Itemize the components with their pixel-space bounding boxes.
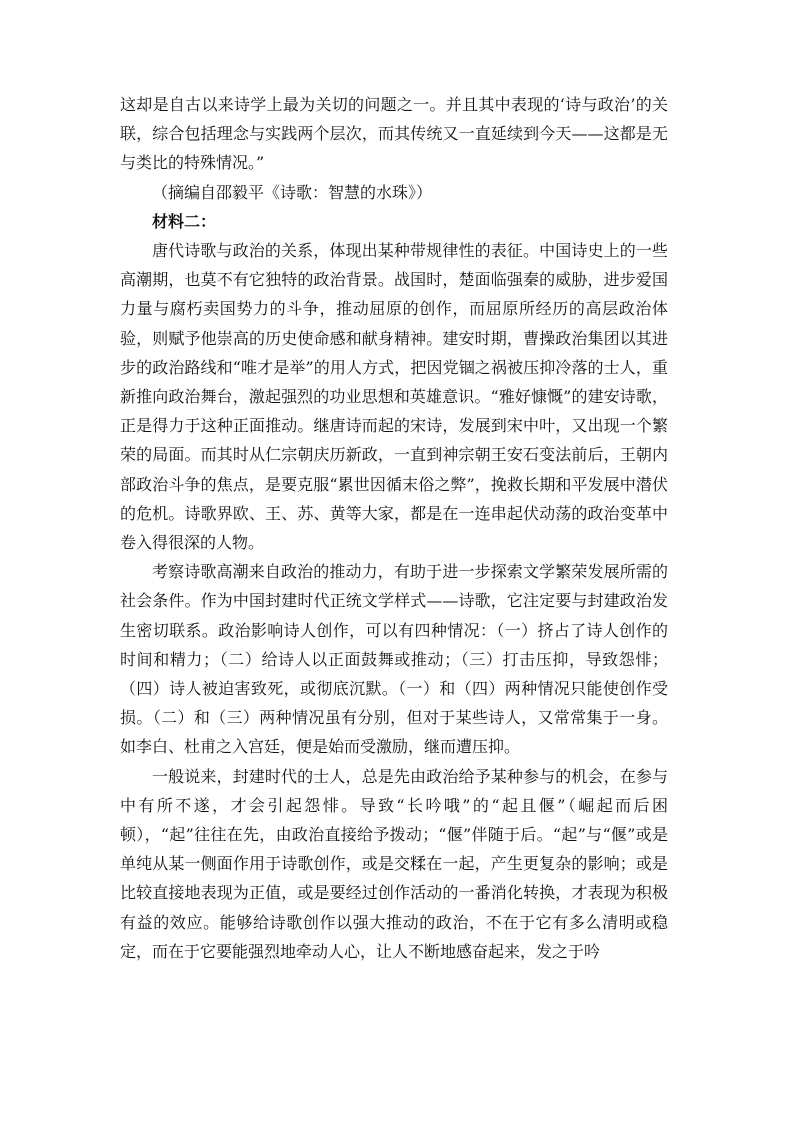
paragraph-poetry-climax-conditions: 考察诗歌高潮来自政治的推动力，有助于进一步探索文学繁荣发展所需的社会条件。作为中国封建时代正统文学样式——诗歌，它注定要与封建政治发生密切联系。政治影响诗人创作，可以有四种情况：（一）挤占了诗人创作的时间和精力；（二）给诗人以正面鼓舞或推动；（三）打击压抑，导致怨悱；（四）诗人被迫害致死，或彻底沉默。（一）和（四）两种情况只能使创作受损。（二）和（三）两种情况虽有分别，但对于某些诗人，又常常集于一身。如李白、杜甫之入宫廷，便是始而受激励，继而遭压抑。 <box>120 562 668 757</box>
paragraph-tang-poetry-politics: 唐代诗歌与政治的关系，体现出某种带规律性的表征。中国诗史上的一些高潮期，也莫不有它独特的政治背景。战国时，楚面临强秦的威胁，进步爱国力量与腐朽卖国势力的斗争，推动屈原的创作，而屈原所经历的高层政治体验，则赋予他崇高的历史使命感和献身精神。建安时期，曹操政治集团以其进步的政治路线和“唯才是举”的用人方式，把因党锢之祸被压抑冷落的士人，重新推向政治舞台，激起强烈的功业思想和英雄意识。“雅好慷慨”的建安诗歌，正是得力于这种正面推动。继唐诗而起的宋诗，发展到宋中叶，又出现一个繁荣的局面。而其时从仁宗朝庆历新政，一直到神宗朝王安石变法前后，王朝内部政治斗争的焦点，是要克服“累世因循末俗之弊”，挽救长期和平发展中潜伏的危机。诗歌界欧、王、苏、黄等大家，都是在一连串起伏动荡的政治变革中卷入得很深的人物。 <box>120 241 668 553</box>
citation-source: （摘编自邵毅平《诗歌：智慧的水珠》） <box>152 182 433 202</box>
document-body <box>120 90 668 966</box>
paragraph-feudal-scholars: 一般说来，封建时代的士人，总是先由政治给予某种参与的机会，在参与中有所不遂，才会引起怨悱。导致“长吟哦”的“起且偃”（崛起而后困顿），“起”往往在先，由政治直接给予拨动；“偃”伴随于后。“起”与“偃”或是单纯从某一侧面作用于诗歌创作，或是交糅在一起，产生更复杂的影响；或是比较直接地表现为正值，或是要经过创作活动的一番消化转换，才表现为积极有益的效应。能够给诗歌创作以强大推动的政治，不在于它有多么清明或稳定，而在于它要能强烈地牵动人心，让人不断地感奋起来，发之于吟 <box>120 766 668 961</box>
paragraph-continuation: 这却是自古以来诗学上最为关切的问题之一。并且其中表现的‘诗与政治’的关联，综合包括理念与实践两个层次，而其传统又一直延续到今天——这都是无与类比的特殊情况。” <box>120 95 668 173</box>
section-heading-material-two: 材料二： <box>152 211 217 231</box>
